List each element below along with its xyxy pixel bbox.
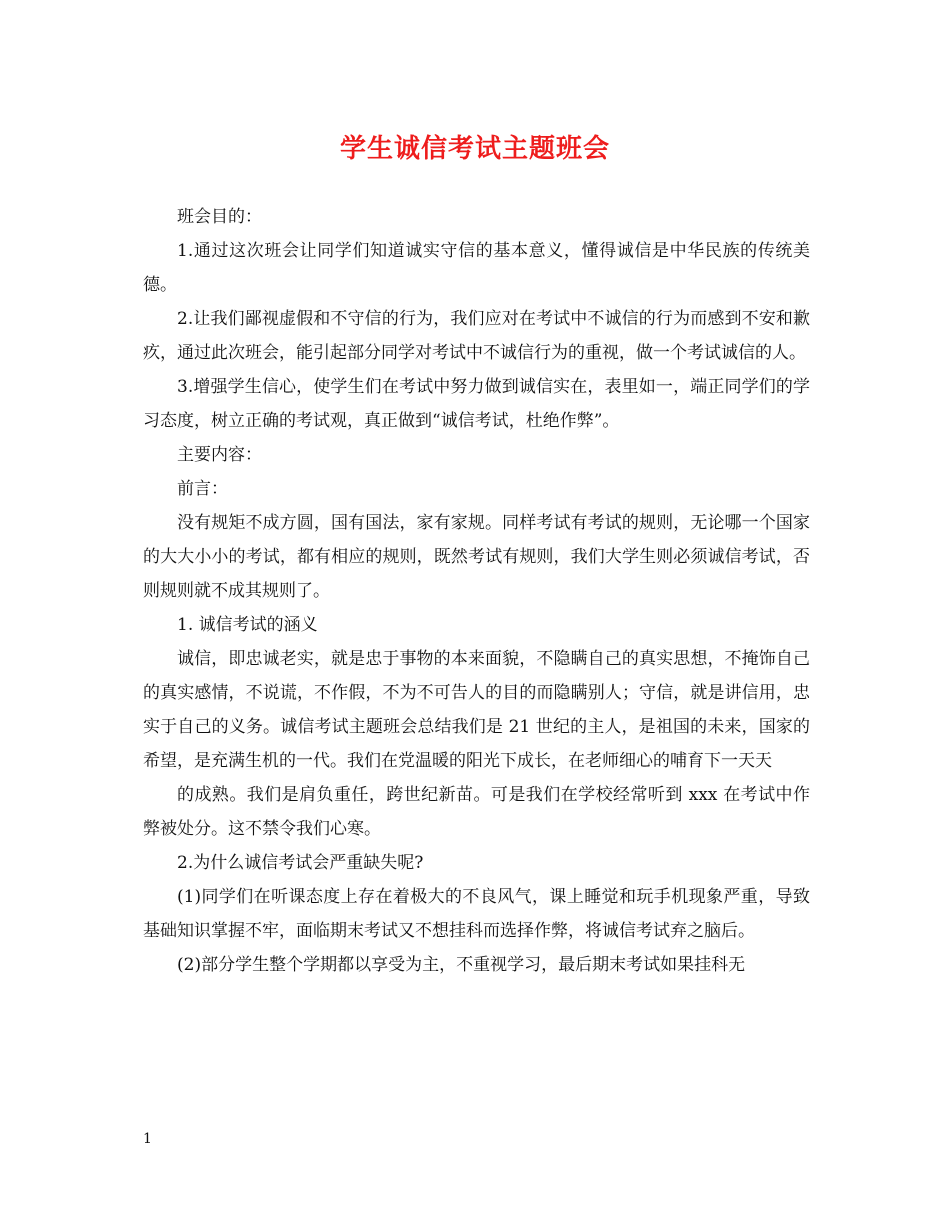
paragraph-integrity-definition: 诚信，即忠诚老实，就是忠于事物的本来面貌，不隐瞒自己的真实思想，不掩饰自己的真实感情，不说谎，不作假，不为不可告人的目的而隐瞒别人；守信，就是讲信用，忠实于自己的义务。诚信考试主题班会总结我们是 21 世纪的主人，是祖国的未来，国家的希望，是充满生机的一代。我们在党温暖的阳光下成长，在老师细心的哺育下一天天 xyxy=(143,649,810,771)
paragraph-purpose-heading: 班会目的： xyxy=(177,207,262,227)
page-number: 1 xyxy=(143,1131,152,1147)
document-title: 学生诚信考试主题班会 xyxy=(339,134,610,164)
paragraph-preface: 没有规矩不成方圆，国有国法，家有家规。同样考试有考试的规则，无论哪一个国家的大大小小的考试，都有相应的规则，既然考试有规则，我们大学生则必须诚信考试，否则规则就不成其规则了。 xyxy=(143,513,810,601)
paragraph-purpose-1: 1.通过这次班会让同学们知道诚实守信的基本意义，懂得诚信是中华民族的传统美德。 xyxy=(143,241,810,295)
paragraph-section-2-heading: 2.为什么诚信考试会严重缺失呢? xyxy=(177,853,424,873)
document-body xyxy=(143,200,810,982)
paragraph-purpose-2: 2.让我们鄙视虚假和不守信的行为，我们应对在考试中不诚信的行为而感到不安和歉疚，通过此次班会，能引起部分同学对考试中不诚信行为的重视，做一个考试诚信的人。 xyxy=(143,309,810,363)
paragraph-preface-heading: 前言： xyxy=(177,479,228,499)
paragraph-reason-2: (2)部分学生整个学期都以享受为主，不重视学习，最后期末考试如果挂科无 xyxy=(177,955,746,975)
paragraph-maturity: 的成熟。我们是肩负重任，跨世纪新苗。可是我们在学校经常听到 xxx 在考试中作弊被处分。这不禁令我们心寒。 xyxy=(143,785,810,839)
paragraph-content-heading: 主要内容： xyxy=(177,445,262,465)
paragraph-reason-1: (1)同学们在听课态度上存在着极大的不良风气，课上睡觉和玩手机现象严重，导致基础知识掌握不牢，面临期末考试又不想挂科而选择作弊，将诚信考试弃之脑后。 xyxy=(143,887,810,941)
paragraph-section-1-heading: 1. 诚信考试的涵义 xyxy=(177,615,318,635)
paragraph-purpose-3: 3.增强学生信心，使学生们在考试中努力做到诚信实在，表里如一，端正同学们的学习态度，树立正确的考试观，真正做到“诚信考试，杜绝作弊”。 xyxy=(143,377,810,431)
